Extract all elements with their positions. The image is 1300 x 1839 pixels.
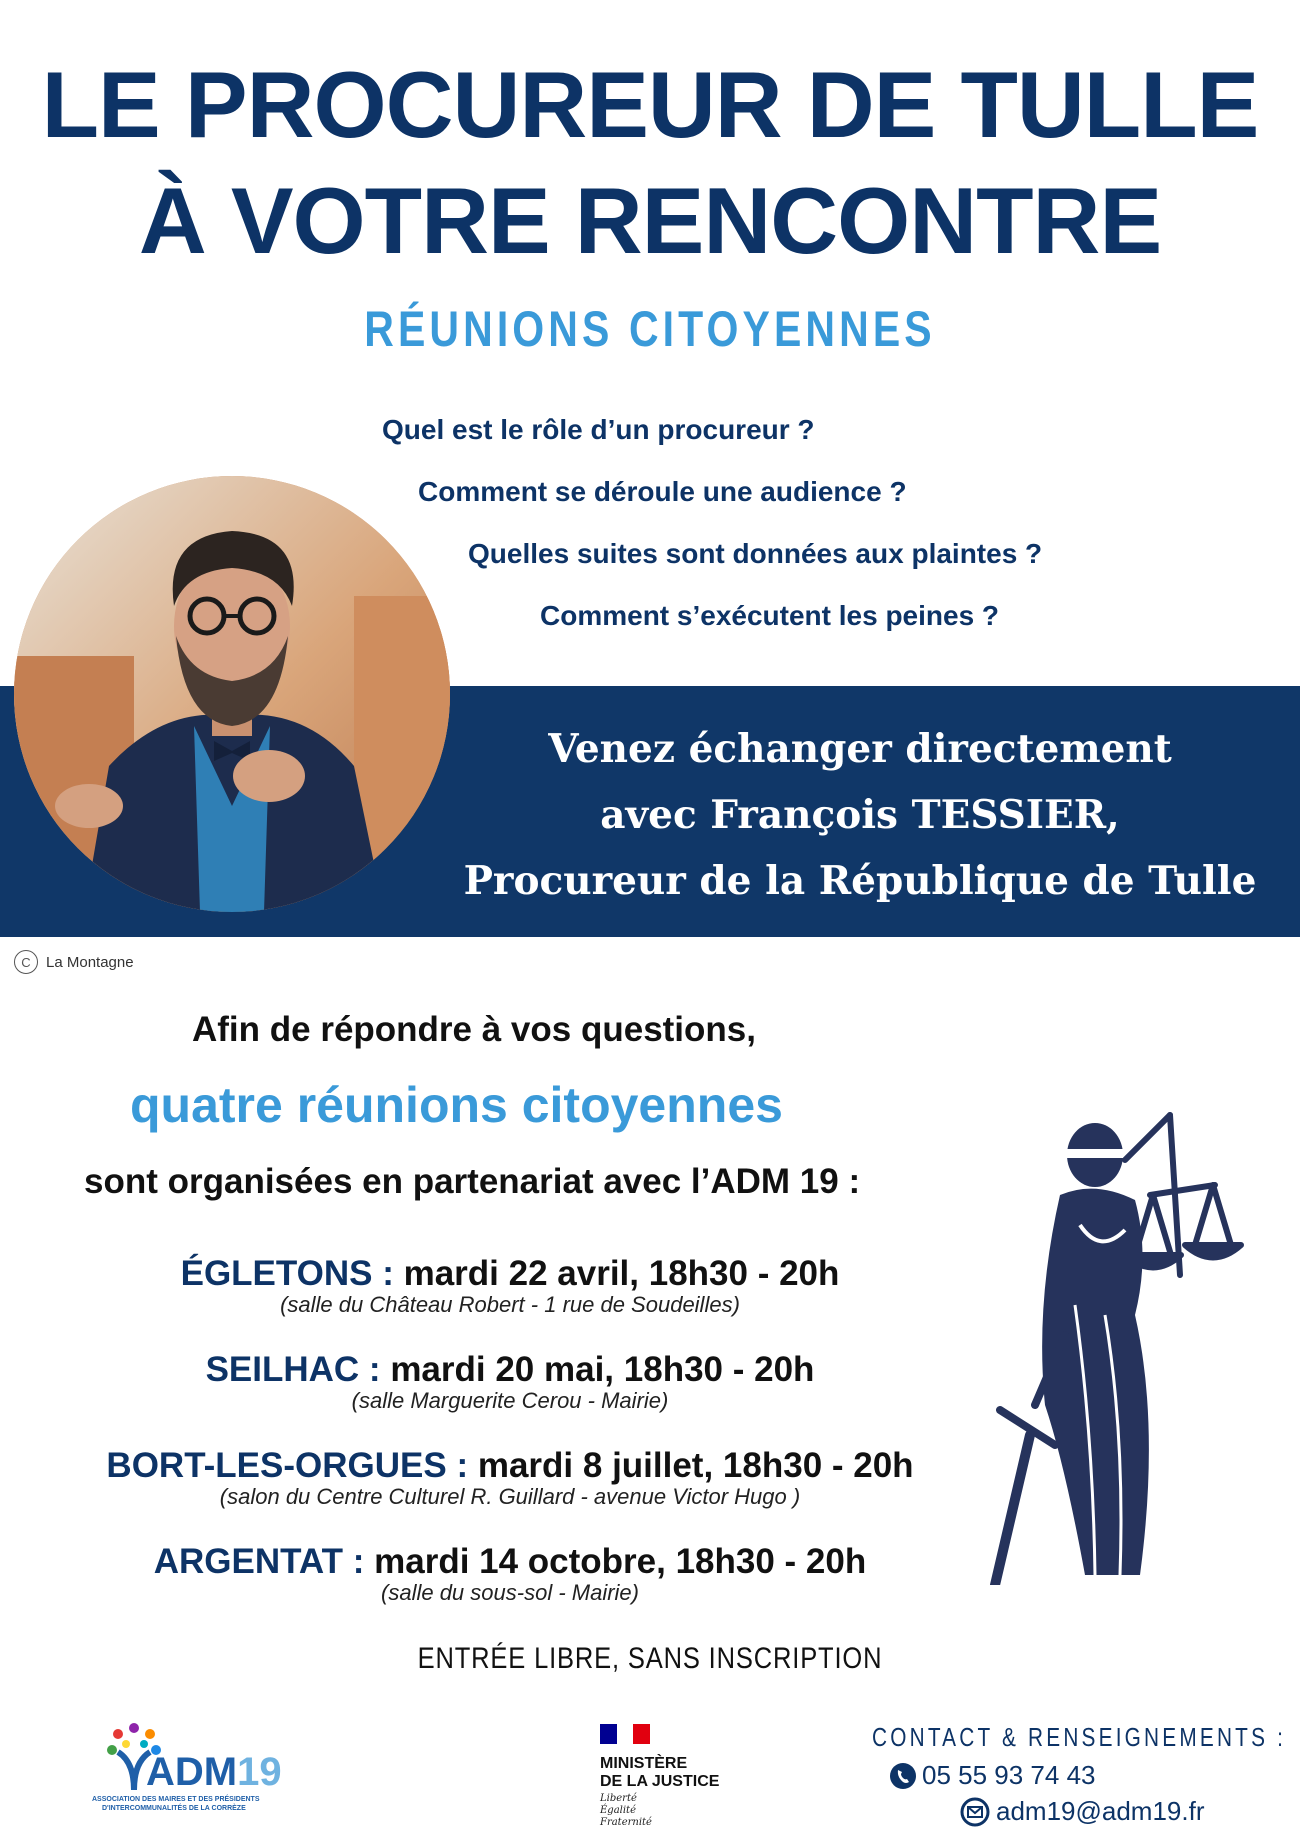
entry-notice: ENTRÉE LIBRE, SANS INSCRIPTION: [417, 1642, 883, 1675]
adm-name: ADM: [146, 1750, 238, 1794]
question-1: Quel est le rôle d’un procureur ?: [382, 414, 815, 445]
contact-phone[interactable]: [890, 1760, 1096, 1791]
meeting-egletons: [0, 1254, 1020, 1318]
meeting-seilhac: [0, 1350, 1020, 1414]
photo-credit: [14, 950, 134, 974]
question-3: Quelles suites sont données aux plaintes ?: [468, 538, 1043, 569]
motto-fraternite: Fraternité: [600, 1817, 652, 1828]
contact-email[interactable]: [960, 1796, 1205, 1827]
meeting-bort-les-orgues: [0, 1446, 1020, 1510]
headline-line-1: LE PROCUREUR DE TULLE: [41, 52, 1259, 157]
meeting-date: mardi 14 octobre, 18h30 - 20h: [374, 1542, 867, 1581]
meeting-city: SEILHAC :: [205, 1350, 381, 1389]
contact-title: CONTACT & RENSEIGNEMENTS :: [872, 1722, 1287, 1752]
intro-line-1: Afin de répondre à vos questions,: [192, 1010, 756, 1049]
meeting-place: (salon du Centre Culturel R. Guillard - avenue Victor Hugo ): [219, 1484, 801, 1509]
adm-tagline-1: ASSOCIATION DES MAIRES ET DES PRÉSIDENTS: [92, 1796, 260, 1803]
phone-icon: [890, 1763, 916, 1789]
adm-tagline-2: D'INTERCOMMUNALITÉS DE LA CORRÈZE: [102, 1805, 246, 1812]
intro-line-2: quatre réunions citoyennes: [130, 1077, 783, 1133]
portrait-illustration: [14, 476, 450, 912]
phone-number[interactable]: 05 55 93 74 43: [922, 1760, 1096, 1790]
adm19-logo: [92, 1722, 352, 1812]
meeting-city: ARGENTAT :: [153, 1542, 365, 1581]
meeting-city: BORT-LES-ORGUES :: [106, 1446, 469, 1485]
meeting-argentat: [0, 1542, 1020, 1606]
credit-label: La Montagne: [46, 953, 134, 971]
band-line-3: Procureur de la République de Tulle: [463, 858, 1257, 904]
meeting-date: mardi 22 avril, 18h30 - 20h: [403, 1254, 840, 1293]
marianne-flag-icon: [600, 1724, 650, 1744]
motto-liberte: Liberté: [600, 1793, 637, 1804]
meeting-city: ÉGLETONS :: [180, 1254, 394, 1293]
intro-line-3: sont organisées en partenariat avec l’ADM 19 :: [84, 1162, 861, 1201]
ministry-line-2: DE LA JUSTICE: [600, 1773, 720, 1790]
ministry-line-1: MINISTÈRE: [600, 1755, 688, 1772]
ministry-logo: [600, 1724, 750, 1834]
lady-justice-icon: [975, 1105, 1250, 1585]
motto-egalite: Égalité: [600, 1805, 636, 1816]
email-address[interactable]: adm19@adm19.fr: [996, 1796, 1205, 1826]
meeting-place: (salle Marguerite Cerou - Mairie): [351, 1388, 669, 1413]
band-line-1: Venez échanger directement: [548, 726, 1172, 772]
question-4: Comment s’exécutent les peines ?: [540, 600, 1000, 631]
prosecutor-photo: [14, 476, 450, 912]
meeting-place: (salle du sous-sol - Mairie): [381, 1580, 639, 1605]
band-line-2: avec François TESSIER,: [600, 792, 1120, 838]
question-2: Comment se déroule une audience ?: [418, 476, 907, 507]
meeting-place: (salle du Château Robert - 1 rue de Soudeilles): [280, 1292, 740, 1317]
subtitle: RÉUNIONS CITOYENNES: [364, 301, 936, 357]
headline-line-2: À VOTRE RENCONTRE: [138, 168, 1162, 273]
copyright-icon: C: [14, 950, 38, 974]
adm-number: 19: [237, 1750, 282, 1794]
band-text: [460, 716, 1260, 914]
meeting-date: mardi 8 juillet, 18h30 - 20h: [477, 1446, 914, 1485]
mail-icon: [960, 1797, 990, 1827]
meeting-date: mardi 20 mai, 18h30 - 20h: [390, 1350, 815, 1389]
